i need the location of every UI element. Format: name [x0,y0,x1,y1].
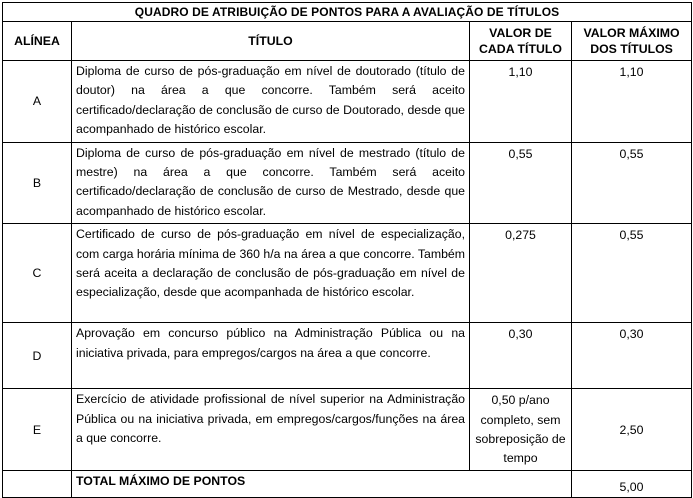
row-alinea: A [3,61,72,143]
header-maximo [572,22,692,61]
row-maximo: 2,50 [572,389,692,471]
row-titulo: Certificado de curso de pós-graduação em nível de especialização, com carga horária mínima de 360 h/a na área a que concorre. Também será aceita a declaração de conclusão de pós-graduação em nível de especialização, desde que acompanhada de histórico escolar. [72,224,470,323]
header-alinea: ALÍNEA [3,22,72,61]
header-valor-line1: VALOR DE [489,26,552,40]
row-maximo: 0,55 [572,142,692,224]
document-page [2,2,691,498]
row-titulo: Diploma de curso de pós-graduação em nível de mestrado (título de mestre) na área a que concorre. Também será aceito certificado/declaração de conclusão de curso de Mestrado, desde que acompanhado de histórico escolar. [72,142,470,224]
table-row [3,323,692,389]
table-row [3,142,692,224]
total-spacer [3,471,72,498]
row-valor: 0,275 [470,224,572,323]
row-alinea: B [3,142,72,224]
row-valor: 0,30 [470,323,572,389]
header-valor-line2: CADA TÍTULO [479,42,562,56]
row-valor: 0,50 p/ano completo, sem sobreposição de tempo [470,389,572,471]
row-alinea: E [3,389,72,471]
row-titulo: Exercício de atividade profissional de nível superior na Administração Pública ou na iniciativa privada, em empregos/cargos/funções na área a que concorre. [72,389,470,471]
table-title-row [3,3,692,22]
table-title: QUADRO DE ATRIBUIÇÃO DE PONTOS PARA A AVALIAÇÃO DE TÍTULOS [3,3,692,22]
header-maximo-line2: DOS TÍTULOS [590,42,673,56]
points-table [2,2,692,498]
total-row [3,471,692,498]
row-alinea: D [3,323,72,389]
table-row [3,389,692,471]
table-header-row [3,22,692,61]
total-value: 5,00 [572,471,692,498]
header-titulo: TÍTULO [72,22,470,61]
row-alinea: C [3,224,72,323]
total-label: TOTAL MÁXIMO DE PONTOS [72,471,572,498]
row-maximo: 1,10 [572,61,692,143]
row-maximo: 0,55 [572,224,692,323]
header-valor [470,22,572,61]
row-valor: 1,10 [470,61,572,143]
table-row [3,61,692,143]
header-maximo-line1: VALOR MÁXIMO [583,26,680,40]
table-row [3,224,692,323]
row-titulo: Diploma de curso de pós-graduação em nível de doutorado (título de doutor) na área a que concorre. Também será aceito certificado/declaração de conclusão de curso de Doutorado, desde que acompanhado de histórico escolar. [72,61,470,143]
row-maximo: 0,30 [572,323,692,389]
row-valor: 0,55 [470,142,572,224]
row-titulo: Aprovação em concurso público na Administração Pública ou na iniciativa privada, para empregos/cargos na área a que concorre. [72,323,470,389]
